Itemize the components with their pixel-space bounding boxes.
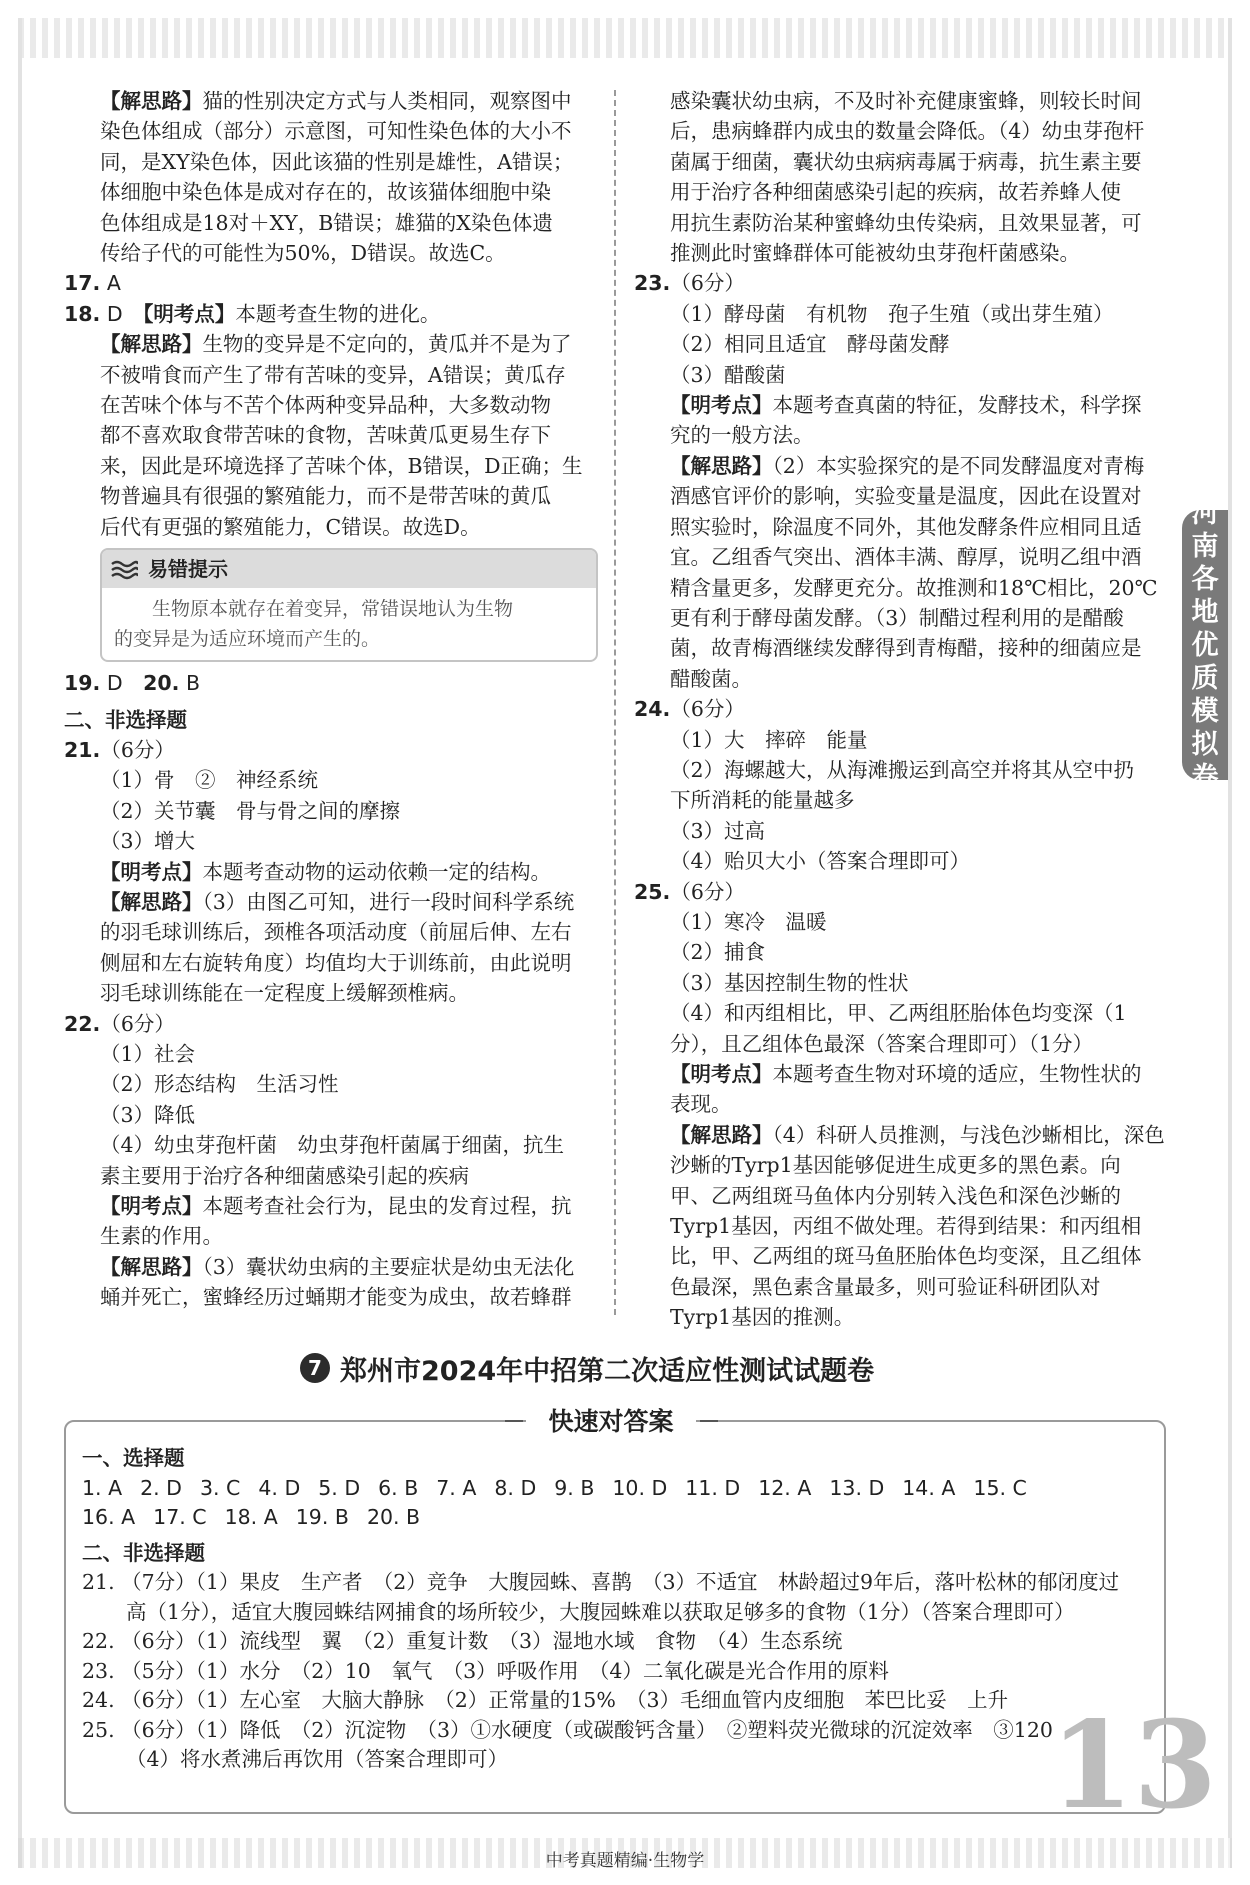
nonchoice-answer-line: 21. （7分）（1）果皮 生产者 （2）竞争 大腹园蛛、喜鹊 （3）不适宜 林龄超过9年后，落叶松林的郁闭度过 <box>82 1570 1120 1594</box>
choice-answers-row-2: 16. A 17. C 18. A 19. B 20. B <box>82 1505 421 1529</box>
exam-section-title <box>300 1346 960 1390</box>
q23-analysis-line: 菌，故青梅酒继续发酵得到青梅醋，接种的细菌应是 <box>670 636 1142 661</box>
section-heading-nonchoice: 二、非选择题 <box>64 707 187 732</box>
nonchoice-answer-line: 22. （6分）（1）流线型 翼 （2）重复计数 （3）湿地水域 食物 （4）生态系统 <box>82 1629 843 1653</box>
q18-analysis-line: 后代有更强的繁殖能力，C错误。故选D。 <box>100 514 481 539</box>
q22-cont-line: 用于治疗各种细菌感染引起的疾病，故若养蜂人使 <box>670 180 1121 205</box>
q16-analysis-line: 传给子代的可能性为50%，D错误。故选C。 <box>100 241 506 266</box>
left-border <box>18 18 22 1868</box>
choice-answers-row-1: 1. A 2. D 3. C 4. D 5. D 6. B 7. A 8. D 9. B 10. D 11. D 12. A 13. D 14. A 15. C <box>82 1475 1027 1500</box>
q21-analysis-line: 羽毛球训练能在一定程度上缓解颈椎病。 <box>100 981 469 1006</box>
side-tab-label: 河 南 各 地 优 质 模 拟 卷 <box>1182 510 1228 780</box>
label-rule-right <box>700 1420 718 1422</box>
q21-analysis-line: 【解思路】（3）由图乙可知，进行一段时间科学系统 <box>100 889 575 914</box>
q23-analysis-line: 更有利于酵母菌发酵。（3）制醋过程利用的是醋酸 <box>670 605 1124 630</box>
q22-analysis-line: 【解思路】（3）囊状幼虫病的主要症状是幼虫无法化 <box>100 1254 575 1279</box>
q18-analysis-line: 【解思路】生物的变异是不定向的，黄瓜并不是为了 <box>100 332 572 357</box>
q25-answer-line: （2）捕食 <box>670 940 766 965</box>
q25-answer-line: （3）基因控制生物的性状 <box>670 970 909 995</box>
left-column <box>64 86 598 1313</box>
wave-icon <box>110 558 138 580</box>
q25-analysis-line: 甲、乙两组斑马鱼体内分别转入浅色和深色沙蜥的 <box>670 1183 1121 1208</box>
q24-answer-line: （4）贻贝大小（答案合理即可） <box>670 849 971 874</box>
q17-answer: 17. A <box>64 271 121 296</box>
q22-point: 【明考点】本题考查社会行为，昆虫的发育过程，抗 <box>100 1194 572 1218</box>
q22-cont-line: 用抗生素防治某种蜜蜂幼虫传染病，且效果显著，可 <box>670 210 1142 235</box>
choice-heading: 一、选择题 <box>82 1446 185 1470</box>
nonchoice-answer-line: 25. （6分）（1）降低 （2）沉淀物 （3）①水硬度（或碳酸钙含量） ②塑料荧光微球的沉淀效率 ③120 <box>82 1717 1053 1742</box>
page-number: 13 <box>1050 1695 1217 1836</box>
q22-cont-line: 感染囊状幼虫病，不及时补充健康蜜蜂，则较长时间 <box>670 89 1142 113</box>
q18-analysis-line: 都不喜欢取食带苦味的食物，苦味黄瓜更易生存下 <box>100 423 551 448</box>
top-border-pattern <box>18 18 1232 58</box>
right-column <box>634 86 1164 1333</box>
q16-analysis-line: 染色体组成（部分）示意图，可知性染色体的大小不 <box>100 119 572 144</box>
quick-answers-content <box>82 1444 1156 1775</box>
mistake-tip-title: 易错提示 <box>148 556 228 581</box>
q23-header: 23.（6分） <box>634 271 745 296</box>
q22-answer-line: 素主要用于治疗各种细菌感染引起的疾病 <box>100 1163 469 1188</box>
q21-answer-line: （3）增大 <box>100 829 196 854</box>
mistake-tip-body: 生物原本就存在着变异，常错误地认为生物 的变异是为适应环境而产生的。 <box>114 598 514 651</box>
q21-analysis-line: 侧屈和左右旋转角度）均值均大于训练前，由此说明 <box>100 950 572 975</box>
q25-answer-line: （4）和丙组相比，甲、乙两组胚胎体色均变深（1 <box>670 1001 1127 1026</box>
q16-analysis-line: 同，是XY染色体，因此该猫的性别是雄性，A错误； <box>100 149 574 174</box>
q25-header: 25.（6分） <box>634 879 745 904</box>
q24-answer-line: 下所消耗的能量越多 <box>670 788 855 813</box>
label-rule-left <box>505 1420 523 1422</box>
q16-analysis-line: 【解思路】猫的性别决定方式与人类相同，观察图中 <box>100 89 572 113</box>
footer-text: 中考真题精编·生物学 <box>545 1851 705 1871</box>
q23-point: 【明考点】本题考查真菌的特征，发酵技术，科学探 <box>670 393 1142 418</box>
mistake-tip-box <box>100 548 598 662</box>
nonchoice-answer-line: 高（1分），适宜大腹园蛛结网捕食的场所较少，大腹园蛛难以获取足够多的食物（1分）（答案合理即可） <box>126 1599 1075 1624</box>
q21-header: 21.（6分） <box>64 737 175 762</box>
q23-answer-line: （3）醋酸菌 <box>670 362 786 387</box>
q18-analysis-line: 不被啃食而产生了带有苦味的变异，A错误；黄瓜存 <box>100 362 566 387</box>
q21-answer-line: （1）骨 ② 神经系统 <box>100 768 319 793</box>
q22-answer-line: （2）形态结构 生活习性 <box>100 1072 339 1097</box>
q23-point-line: 究的一般方法。 <box>670 423 814 448</box>
nonchoice-answer-line: 23. （5分）（1）水分 （2）10 氧气 （3）呼吸作用 （4）二氧化碳是光合作用的原料 <box>82 1658 889 1683</box>
q23-analysis-line: 醋酸菌。 <box>670 666 752 691</box>
q16-analysis-line: 色体组成是18对＋XY，B错误；雄猫的X染色体遗 <box>100 210 553 235</box>
q23-analysis-line: 照实验时，除温度不同外，其他发酵条件应相同且适 <box>670 514 1142 539</box>
q24-answer-line: （1）大 摔碎 能量 <box>670 727 868 752</box>
q23-answer-line: （1）酵母菌 有机物 孢子生殖（或出芽生殖） <box>670 301 1114 326</box>
q25-analysis-line: 色最深，黑色素含量最多，则可验证科研团队对 <box>670 1274 1101 1299</box>
q25-answer-line: 分），且乙组体色最深（答案合理即可）（1分） <box>670 1031 1094 1056</box>
q18-analysis-line: 物普遍具有很强的繁殖能力，而不是带苦味的黄瓜 <box>100 484 551 509</box>
section-title-text: 郑州市2024年中招第二次适应性测试试题卷 <box>340 1355 875 1387</box>
right-border <box>1228 18 1232 1868</box>
q22-answer-line: （4）幼虫芽孢杆菌 幼虫芽孢杆菌属于细菌，抗生 <box>100 1133 565 1158</box>
column-divider <box>614 90 616 1315</box>
q25-analysis-line: 沙蜥的Tyrp1基因能够促进生成更多的黑色素。向 <box>670 1153 1121 1178</box>
q23-analysis-line: 精含量更多，发酵更充分。故推测和18℃相比，20℃ <box>670 575 1158 600</box>
q24-header: 24.（6分） <box>634 697 745 722</box>
q24-answer-line: （2）海螺越大，从海滩搬运到高空并将其从空中扔 <box>670 757 1135 782</box>
quick-answers-label: 快速对答案 <box>526 1404 696 1440</box>
q22-cont-line: 推测此时蜜蜂群体可能被幼虫芽孢杆菌感染。 <box>670 241 1080 266</box>
q18-answer: 18. D 【明考点】本题考查生物的进化。 <box>64 301 441 326</box>
q22-answer-line: （3）降低 <box>100 1102 196 1127</box>
q22-cont-line: 后，患病蜂群内成虫的数量会降低。（4）幼虫芽孢杆 <box>670 119 1145 144</box>
q25-analysis-line: Tyrp1基因，丙组不做处理。若得到结果：和丙组相 <box>670 1214 1142 1239</box>
q25-analysis-line: 比，甲、乙两组的斑马鱼胚胎体色均变深，且乙组体 <box>670 1244 1142 1269</box>
q19-20-answers: 19. D 20. B <box>64 671 201 696</box>
nonchoice-answer-line: （4）将水煮沸后再饮用（答案合理即可） <box>126 1747 509 1771</box>
q25-analysis-line: 【解思路】（4）科研人员推测，与浅色沙蜥相比，深色 <box>670 1122 1165 1147</box>
q21-answer-line: （2）关节囊 骨与骨之间的摩擦 <box>100 798 401 823</box>
q25-point: 【明考点】本题考查生物对环境的适应，生物性状的 <box>670 1062 1142 1086</box>
q23-analysis-line: 【解思路】（2）本实验探究的是不同发酵温度对青梅 <box>670 453 1145 478</box>
section-number-badge: 7 <box>300 1353 330 1383</box>
q16-analysis-line: 体细胞中染色体是成对存在的，故该猫体细胞中染 <box>100 180 551 205</box>
q22-analysis-line: 蛹并死亡，蜜蜂经历过蛹期才能变为成虫，故若蜂群 <box>100 1285 572 1310</box>
q22-cont-line: 菌属于细菌，囊状幼虫病病毒属于病毒，抗生素主要 <box>670 149 1142 174</box>
q23-analysis-line: 宜。乙组香气突出、酒体丰满、醇厚，说明乙组中酒 <box>670 545 1142 570</box>
q22-answer-line: （1）社会 <box>100 1041 196 1066</box>
mistake-tip-header <box>102 550 596 588</box>
q22-header: 22.（6分） <box>64 1011 175 1036</box>
q24-answer-line: （3）过高 <box>670 818 766 843</box>
q23-analysis-line: 酒感官评价的影响，实验变量是温度，因此在设置对 <box>670 484 1142 509</box>
q22-point-line: 生素的作用。 <box>100 1224 223 1249</box>
q18-analysis-line: 在苦味个体与不苦个体两种变异品种，大多数动物 <box>100 393 551 418</box>
q21-point: 【明考点】本题考查动物的运动依赖一定的结构。 <box>100 859 551 884</box>
q18-analysis-line: 来，因此是环境选择了苦味个体，B错误，D正确；生 <box>100 453 583 478</box>
nonchoice-heading: 二、非选择题 <box>82 1540 205 1565</box>
q25-analysis-line: Tyrp1基因的推测。 <box>670 1305 855 1330</box>
q21-analysis-line: 的羽毛球训练后，颈椎各项活动度（前屈后伸、左右 <box>100 920 572 945</box>
nonchoice-answer-line: 24. （6分）（1）左心室 大脑大静脉 （2）正常量的15% （3）毛细血管内皮细胞 苯巴比妥 上升 <box>82 1688 1009 1712</box>
q23-answer-line: （2）相同且适宜 酵母菌发酵 <box>670 332 950 357</box>
q25-point-line: 表现。 <box>670 1092 732 1117</box>
q25-answer-line: （1）寒冷 温暖 <box>670 909 827 934</box>
